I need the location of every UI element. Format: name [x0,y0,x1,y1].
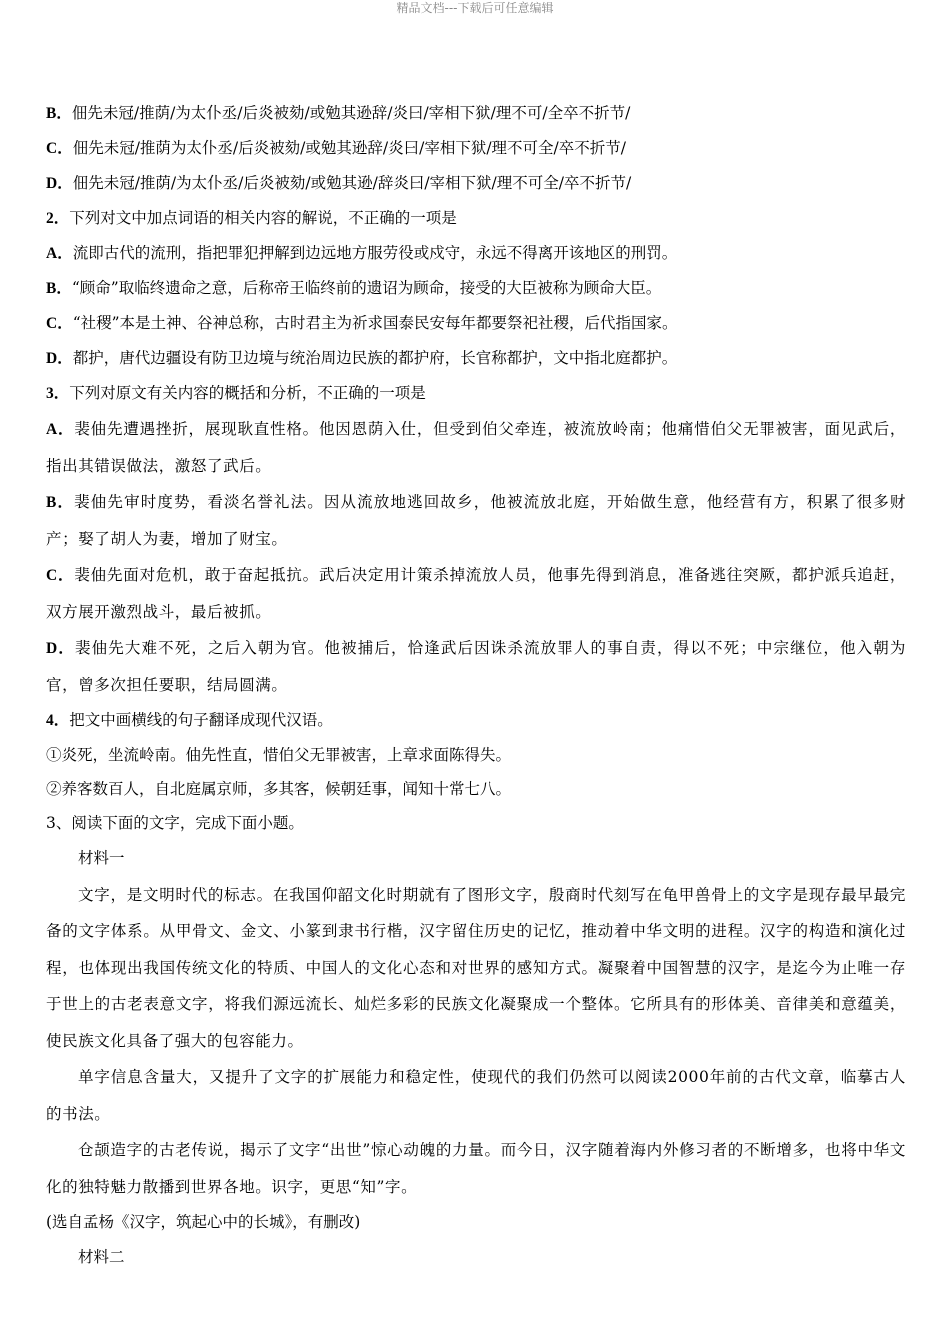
q3-stem: 3．下列对原文有关内容的概括和分析，不正确的一项是 [46,384,426,402]
q4-item-2: ②养客数百人，自北庭属京师，多其客，候朝廷事，闻知十常七八。 [46,780,512,798]
q2-option-c: C．“社稷”本是土神、谷神总称，古时君主为祈求国泰民安每年都要祭祀社稷，后代指国家。 [46,314,678,332]
material1-source: (选自孟杨《汉字，筑起心中的长城》，有删改) [46,1213,361,1231]
q3-option-b: B．裴伷先审时度势，看淡名誉礼法。因从流放地逃回故乡，他被流放北庭，开始做生意，他经营有方，积累了很多财产；娶了胡人为妻，增加了财宝。 [46,493,906,548]
q1-option-b: B．佃先未冠/推荫/为太仆丞/后炎被劾/或勉其逊辞/炎曰/宰相下狱/理不可/全卒不折节/ [46,104,631,122]
q2-option-b: B．“顾命”取临终遗命之意，后称帝王临终前的遗诏为顾命，接受的大臣被称为顾命大臣。 [46,279,662,297]
q2-stem: 2．下列对文中加点词语的相关内容的解说，不正确的一项是 [46,209,457,227]
material1-paragraph: 仓颉造字的古老传说，揭示了文字“出世”惊心动魄的力量。而今日，汉字随着海内外修习者的不断增多，也将中华文化的独特魅力散播到世界各地。识字，更思“知”字。 [46,1141,906,1196]
q3-option-c: C．裴伷先面对危机，敢于奋起抵抗。武后决定用计策杀掉流放人员，他事先得到消息，准备逃往突厥，都护派兵追赶，双方展开激烈战斗，最后被抓。 [46,566,906,621]
material1-paragraph: 单字信息含量大，又提升了文字的扩展能力和稳定性，使现代的我们仍然可以阅读2000年前的古代文章，临摹古人的书法。 [46,1068,906,1123]
q1-option-c: C．佃先未冠/推荫为太仆丞/后炎被劾/或勉其逊辞/炎曰/宰相下狱/理不可全/卒不折节/ [46,139,626,157]
section3-heading: 3、阅读下面的文字，完成下面小题。 [46,814,304,832]
q1-option-d: D．佃先未冠/推荫/为太仆丞/后炎被劾/或勉其逊/辞炎曰/宰相下狱/理不可全/卒不折节/ [46,174,632,192]
page-header: 精品文档---下载后可任意编辑 [396,1,554,15]
q4-item-1: ①炎死，坐流岭南。伷先性直，惜伯父无罪被害，上章求面陈得失。 [46,746,512,764]
q3-option-a: A．裴伷先遭遇挫折，展现耿直性格。他因恩荫入仕，但受到伯父牵连，被流放岭南；他痛惜伯父无罪被害，面见武后，指出其错误做法，激怒了武后。 [46,420,906,475]
material1-paragraph: 文字，是文明时代的标志。在我国仰韶文化时期就有了图形文字，殷商时代刻写在龟甲兽骨上的文字是现存最早最完备的文字体系。从甲骨文、金文、小篆到隶书行楷，汉字留住历史的记忆，推动着中华文明的进程。汉字的构造和演化过程，也体现出我国传统文化的特质、中国人的文化心态和对世界的感知方式。凝聚着中国智慧的汉字，是迄今为止唯一存于世上的古老表意文字，将我们源远流长、灿烂多彩的民族文化凝聚成一个整体。它所具有的形体美、音律美和意蕴美，使民族文化具备了强大的包容能力。 [46,885,906,1050]
q3-option-d: D．裴伷先大难不死，之后入朝为官。他被捕后，恰逢武后因诛杀流放罪人的事自责，得以不死；中宗继位，他入朝为官，曾多次担任要职，结局圆满。 [46,639,906,694]
q2-option-d: D．都护，唐代边疆设有防卫边境与统治周边民族的都护府，长官称都护，文中指北庭都护。 [46,349,678,367]
document-body [46,96,906,1276]
material1-title: 材料一 [78,849,125,867]
material2-title: 材料二 [78,1248,125,1266]
q4-stem: 4．把文中画横线的句子翻译成现代汉语。 [46,711,333,729]
q2-option-a: A．流即古代的流刑，指把罪犯押解到边远地方服劳役或戍守，永远不得离开该地区的刑罚。 [46,244,678,262]
